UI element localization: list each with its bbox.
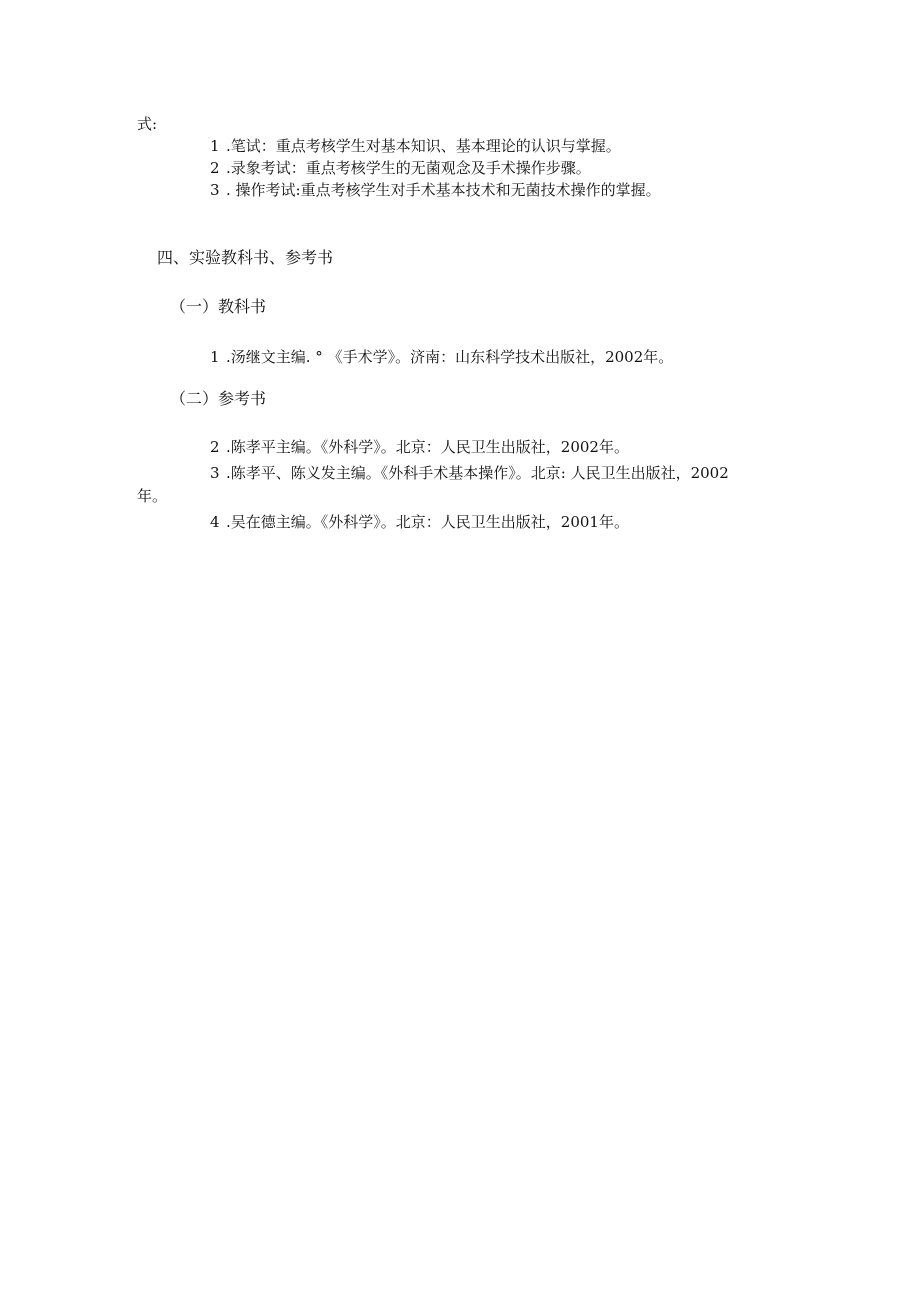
item-number: 2 xyxy=(210,159,220,177)
item-text: .汤继文主编. ° 《手术学》。济南：山东科学技术出版社，2002年。 xyxy=(226,348,674,366)
item-text: .录象考试：重点考核学生的无菌观念及手术操作步骤。 xyxy=(226,159,591,177)
item-text: .笔试：重点考核学生对基本知识、基本理论的认识与掌握。 xyxy=(226,137,621,155)
reference-item-wrap: 年。 xyxy=(137,487,168,505)
item-number: 1 xyxy=(210,348,220,366)
subsection-heading-reference: （二）参考书 xyxy=(170,389,267,408)
exam-item xyxy=(210,136,621,156)
section-heading: 四、实验教科书、参考书 xyxy=(157,248,334,267)
item-text: . 操作考试:重点考核学生对手术基本技术和无菌技术操作的掌握。 xyxy=(226,181,661,199)
exam-item xyxy=(210,158,591,178)
item-text: .陈孝平、陈义发主编。《外科手术基本操作》。北京: 人民卫生出版社，2002 xyxy=(226,464,729,482)
subsection-heading-textbook: （一）教科书 xyxy=(170,297,267,316)
reference-item xyxy=(210,463,729,483)
reference-item xyxy=(210,437,629,457)
exam-intro-tail: 式: xyxy=(137,115,158,133)
item-number: 3 xyxy=(210,181,220,199)
textbook-item xyxy=(210,347,673,367)
item-number: 1 xyxy=(210,137,220,155)
item-number: 4 xyxy=(210,513,220,531)
item-text: .陈孝平主编。《外科学》。北京：人民卫生出版社，2002年。 xyxy=(226,438,629,456)
item-text: .吴在德主编。《外科学》。北京：人民卫生出版社，2001年。 xyxy=(226,513,629,531)
item-number: 2 xyxy=(210,438,220,456)
exam-item xyxy=(210,180,661,200)
item-number: 3 xyxy=(210,464,220,482)
reference-item xyxy=(210,512,629,532)
